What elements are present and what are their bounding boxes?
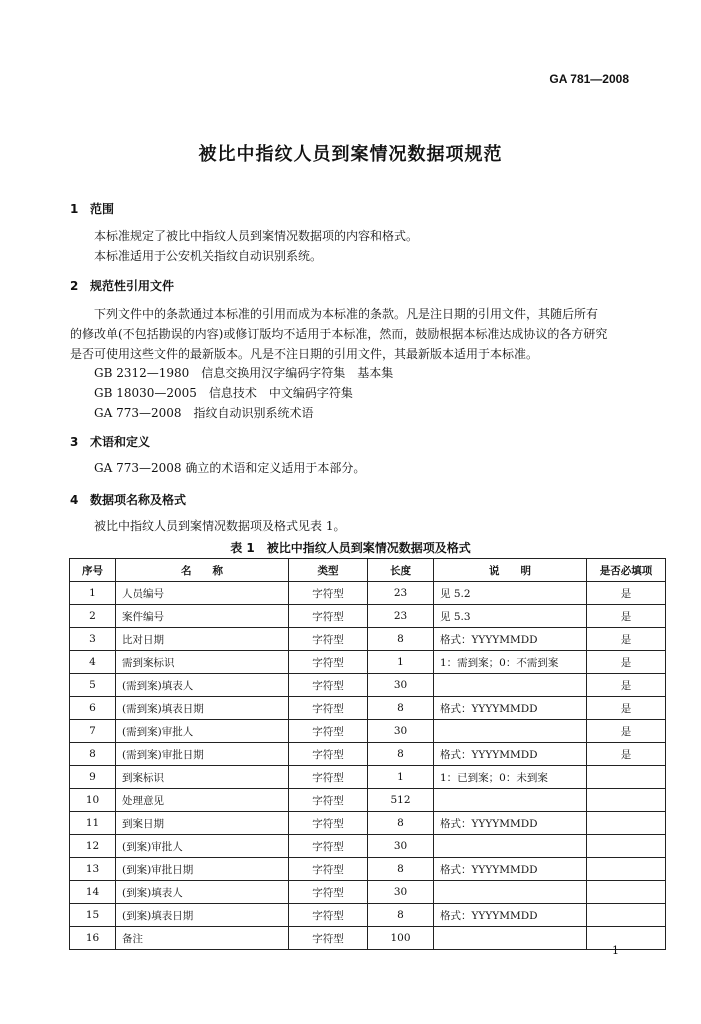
- section-2-heading: [70, 277, 174, 294]
- cell-required: [587, 812, 666, 835]
- cell-required: 是: [587, 582, 666, 605]
- cell-name: (需到案)填表日期: [116, 697, 289, 720]
- section-number: 2: [70, 279, 79, 293]
- cell-length: 1: [368, 766, 434, 789]
- cell-index: 7: [70, 720, 116, 743]
- reference-item: GA 773—2008 指纹自动识别系统术语: [94, 406, 314, 420]
- cell-required: [587, 858, 666, 881]
- table-row: [70, 812, 666, 835]
- cell-type: 字符型: [289, 766, 368, 789]
- cell-description: 格式：YYYYMMDD: [434, 743, 587, 766]
- cell-name: (到案)审批人: [116, 835, 289, 858]
- cell-type: 字符型: [289, 812, 368, 835]
- cell-required: 是: [587, 743, 666, 766]
- table-row: [70, 927, 666, 950]
- cell-required: [587, 835, 666, 858]
- column-header: 序号: [70, 559, 116, 582]
- cell-name: (需到案)填表人: [116, 674, 289, 697]
- cell-description: [434, 881, 587, 904]
- cell-description: 格式：YYYYMMDD: [434, 904, 587, 927]
- cell-description: 1：已到案；0：未到案: [434, 766, 587, 789]
- table-caption: 表 1 被比中指纹人员到案情况数据项及格式: [230, 541, 471, 555]
- cell-index: 15: [70, 904, 116, 927]
- cell-type: 字符型: [289, 789, 368, 812]
- cell-required: [587, 766, 666, 789]
- column-header: 是否必填项: [587, 559, 666, 582]
- paragraph: 本标准适用于公安机关指纹自动识别系统。: [94, 249, 323, 263]
- paragraph-line: 的修改单(不包括勘误的内容)或修订版均不适用于本标准，然而，鼓励根据本标准达成协议的各方研究: [70, 327, 608, 341]
- cell-description: 格式：YYYYMMDD: [434, 628, 587, 651]
- cell-type: 字符型: [289, 858, 368, 881]
- cell-length: 30: [368, 835, 434, 858]
- cell-required: 是: [587, 605, 666, 628]
- cell-name: (需到案)审批人: [116, 720, 289, 743]
- cell-name: 比对日期: [116, 628, 289, 651]
- cell-description: 格式：YYYYMMDD: [434, 697, 587, 720]
- cell-index: 9: [70, 766, 116, 789]
- table-row: [70, 697, 666, 720]
- table-header-row: [70, 559, 666, 582]
- table-row: [70, 835, 666, 858]
- table-row: [70, 743, 666, 766]
- cell-type: 字符型: [289, 927, 368, 950]
- table-row: [70, 605, 666, 628]
- cell-name: 备注: [116, 927, 289, 950]
- cell-name: (到案)填表人: [116, 881, 289, 904]
- cell-type: 字符型: [289, 881, 368, 904]
- cell-name: 需到案标识: [116, 651, 289, 674]
- cell-description: 格式：YYYYMMDD: [434, 858, 587, 881]
- table-row: [70, 904, 666, 927]
- cell-name: 到案标识: [116, 766, 289, 789]
- cell-description: 见 5.3: [434, 605, 587, 628]
- cell-type: 字符型: [289, 904, 368, 927]
- column-header: 说 明: [434, 559, 587, 582]
- section-title: 规范性引用文件: [90, 279, 175, 293]
- cell-description: 见 5.2: [434, 582, 587, 605]
- section-title: 术语和定义: [90, 435, 151, 449]
- cell-required: [587, 789, 666, 812]
- paragraph-line: 是否可使用这些文件的最新版本。凡是不注日期的引用文件，其最新版本适用于本标准。: [70, 347, 539, 361]
- cell-description: 1：需到案；0：不需到案: [434, 651, 587, 674]
- cell-length: 23: [368, 582, 434, 605]
- cell-name: (到案)填表日期: [116, 904, 289, 927]
- cell-length: 512: [368, 789, 434, 812]
- cell-index: 6: [70, 697, 116, 720]
- table-row: [70, 651, 666, 674]
- cell-length: 30: [368, 881, 434, 904]
- cell-type: 字符型: [289, 651, 368, 674]
- cell-index: 3: [70, 628, 116, 651]
- reference-item: GB 18030—2005 信息技术 中文编码字符集: [94, 386, 353, 400]
- standard-code: GA 781—2008: [549, 72, 629, 86]
- cell-length: 23: [368, 605, 434, 628]
- section-title: 范围: [90, 202, 115, 216]
- cell-length: 8: [368, 697, 434, 720]
- cell-description: 格式：YYYYMMDD: [434, 812, 587, 835]
- cell-length: 8: [368, 628, 434, 651]
- cell-description: [434, 720, 587, 743]
- cell-required: [587, 927, 666, 950]
- cell-description: [434, 835, 587, 858]
- column-header: 长度: [368, 559, 434, 582]
- cell-type: 字符型: [289, 743, 368, 766]
- section-4-heading: [70, 491, 186, 508]
- section-number: 1: [70, 202, 79, 216]
- cell-length: 1: [368, 651, 434, 674]
- cell-index: 5: [70, 674, 116, 697]
- cell-description: [434, 789, 587, 812]
- section-title: 数据项名称及格式: [90, 493, 187, 507]
- table-body: [70, 582, 666, 950]
- cell-index: 12: [70, 835, 116, 858]
- cell-name: (需到案)审批日期: [116, 743, 289, 766]
- table-row: [70, 720, 666, 743]
- cell-index: 11: [70, 812, 116, 835]
- column-header: 名 称: [116, 559, 289, 582]
- cell-length: 30: [368, 674, 434, 697]
- paragraph-line: 下列文件中的条款通过本标准的引用而成为本标准的条款。凡是注日期的引用文件，其随后所有: [94, 307, 599, 321]
- cell-length: 100: [368, 927, 434, 950]
- table-row: [70, 766, 666, 789]
- cell-index: 10: [70, 789, 116, 812]
- cell-index: 16: [70, 927, 116, 950]
- data-items-table: [69, 558, 666, 950]
- cell-index: 1: [70, 582, 116, 605]
- cell-name: 案件编号: [116, 605, 289, 628]
- cell-length: 8: [368, 743, 434, 766]
- cell-description: [434, 674, 587, 697]
- cell-length: 30: [368, 720, 434, 743]
- cell-type: 字符型: [289, 835, 368, 858]
- cell-type: 字符型: [289, 697, 368, 720]
- cell-name: 到案日期: [116, 812, 289, 835]
- cell-length: 8: [368, 812, 434, 835]
- cell-required: 是: [587, 697, 666, 720]
- cell-required: 是: [587, 628, 666, 651]
- cell-name: 处理意见: [116, 789, 289, 812]
- cell-name: (到案)审批日期: [116, 858, 289, 881]
- cell-type: 字符型: [289, 582, 368, 605]
- paragraph: 被比中指纹人员到案情况数据项及格式见表 1。: [94, 519, 346, 533]
- cell-index: 14: [70, 881, 116, 904]
- paragraph: GA 773—2008 确立的术语和定义适用于本部分。: [94, 461, 366, 475]
- table-row: [70, 582, 666, 605]
- reference-item: GB 2312—1980 信息交换用汉字编码字符集 基本集: [94, 366, 394, 380]
- table-row: [70, 628, 666, 651]
- cell-index: 4: [70, 651, 116, 674]
- cell-required: [587, 904, 666, 927]
- document-title: 被比中指纹人员到案情况数据项规范: [198, 144, 503, 165]
- cell-index: 13: [70, 858, 116, 881]
- paragraph: 本标准规定了被比中指纹人员到案情况数据项的内容和格式。: [94, 229, 419, 243]
- column-header: 类型: [289, 559, 368, 582]
- section-number: 4: [70, 493, 79, 507]
- cell-type: 字符型: [289, 628, 368, 651]
- table-row: [70, 858, 666, 881]
- section-1-heading: [70, 200, 114, 217]
- cell-type: 字符型: [289, 674, 368, 697]
- cell-required: 是: [587, 651, 666, 674]
- cell-name: 人员编号: [116, 582, 289, 605]
- section-number: 3: [70, 435, 79, 449]
- cell-index: 2: [70, 605, 116, 628]
- cell-required: [587, 881, 666, 904]
- table-row: [70, 789, 666, 812]
- page-number: 1: [612, 944, 619, 957]
- cell-description: [434, 927, 587, 950]
- cell-required: 是: [587, 674, 666, 697]
- cell-index: 8: [70, 743, 116, 766]
- cell-length: 8: [368, 904, 434, 927]
- cell-length: 8: [368, 858, 434, 881]
- table-row: [70, 881, 666, 904]
- section-3-heading: [70, 433, 150, 450]
- cell-type: 字符型: [289, 605, 368, 628]
- cell-required: 是: [587, 720, 666, 743]
- cell-type: 字符型: [289, 720, 368, 743]
- table-row: [70, 674, 666, 697]
